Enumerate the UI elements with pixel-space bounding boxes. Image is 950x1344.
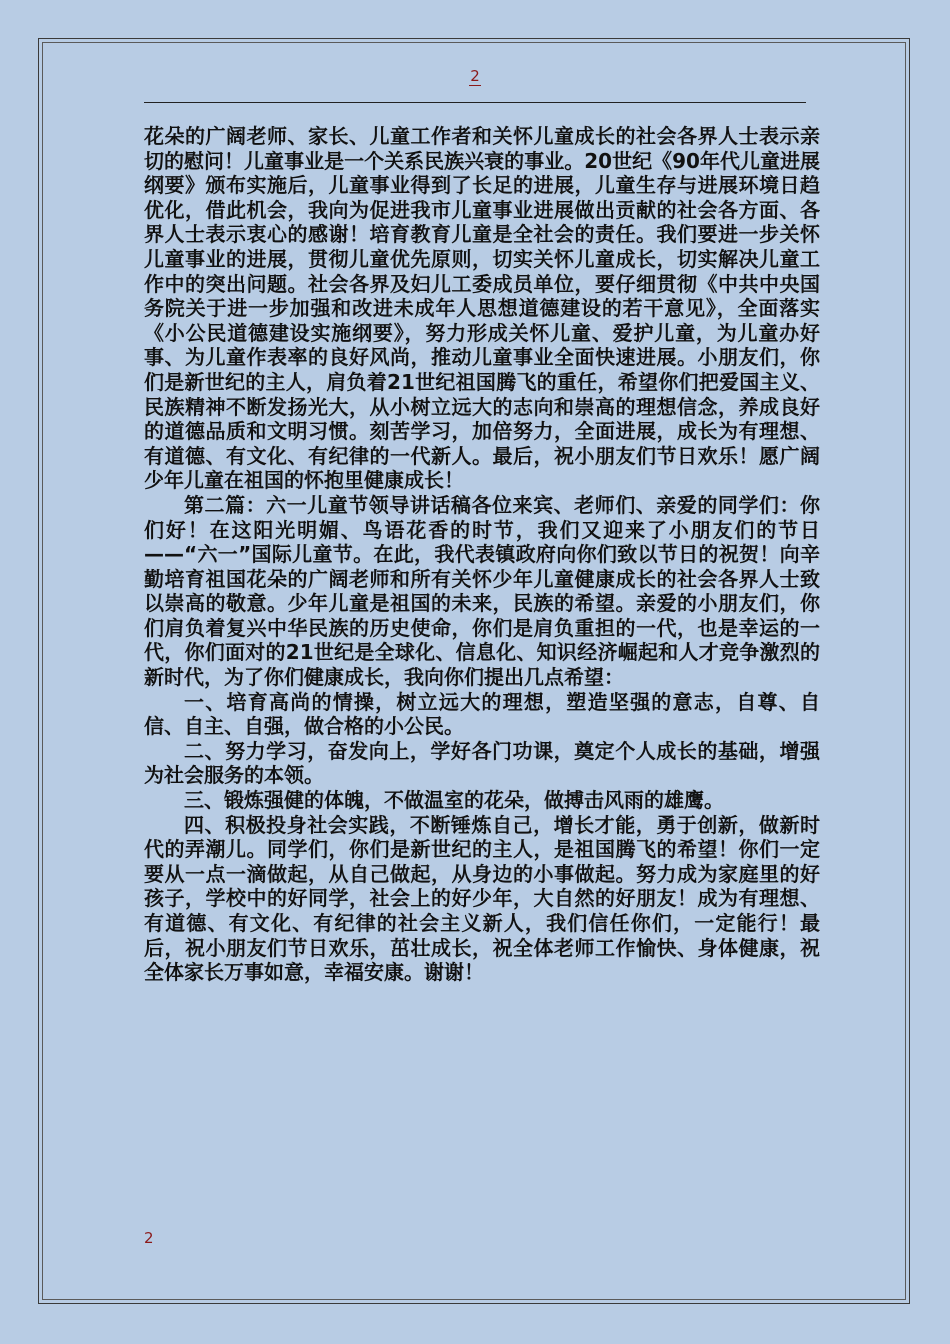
header-rule <box>144 102 806 103</box>
paragraph-5: 三、锻炼强健的体魄，不做温室的花朵，做搏击风雨的雄鹰。 <box>184 788 724 813</box>
paragraph-2: 第二篇：六一儿童节领导讲话稿各位来宾、老师们、亲爱的同学们：你们好！在这阳光明媚、鸟语花香的时节，我们又迎来了小朋友们的节日——“六一”国际儿童节。在此，我代表镇政府向你们致以节日的祝贺！向辛勤培育祖国花朵的广阔老师和所有关怀少年儿童健康成长的社会各界人士致以崇高的敬意。少年儿童是祖国的未来，民族的希望。亲爱的小朋友们，你们肩负着复兴中华民族的历史使命，你们是肩负重担的一代，也是幸运的一代，你们面对的21世纪是全球化、信息化、知识经济崛起和人才竞争激烈的新时代，为了你们健康成长，我向你们提出几点希望： <box>144 492 820 690</box>
footer-page-number: 2 <box>144 1229 154 1247</box>
paragraph-6: 四、积极投身社会实践，不断锤炼自己，增长才能，勇于创新，做新时代的弄潮儿。同学们，你们是新世纪的主人，是祖国腾飞的希望！你们一定要从一点一滴做起，从自己做起，从身边的小事做起。努力成为家庭里的好孩子，学校中的好同学，社会上的好少年，大自然的好朋友！成为有理想、有道德、有文化、有纪律的社会主义新人，我们信任你们，一定能行！最后，祝小朋友们节日欢乐，茁壮成长，祝全体老师工作愉快、身体健康，祝全体家长万事如意，幸福安康。谢谢！ <box>144 812 820 985</box>
paragraph-4: 二、努力学习，奋发向上，学好各门功课，奠定个人成长的基础，增强为社会服务的本领。 <box>144 738 820 788</box>
header-page-number-text: 2 <box>470 67 480 85</box>
header-page-number <box>0 66 950 86</box>
paragraph-1: 花朵的广阔老师、家长、儿童工作者和关怀儿童成长的社会各界人士表示亲切的慰问！儿童事业是一个关系民族兴衰的事业。20世纪《90年代儿童进展纲要》颁布实施后，儿童事业得到了长足的进展，儿童生存与进展环境日趋优化，借此机会，我向为促进我市儿童事业进展做出贡献的社会各方面、各界人士表示衷心的感谢！培育教育儿童是全社会的责任。我们要进一步关怀儿童事业的进展，贯彻儿童优先原则，切实关怀儿童成长，切实解决儿童工作中的突出问题。社会各界及妇儿工委成员单位，要仔细贯彻《中共中央国务院关于进一步加强和改进未成年人思想道德建设的若干意见》，全面落实《小公民道德建设实施纲要》，努力形成关怀儿童、爱护儿童，为儿童办好事、为儿童作表率的良好风尚，推动儿童事业全面快速进展。小朋友们，你们是新世纪的主人，肩负着21世纪祖国腾飞的重任，希望你们把爱国主义、民族精神不断发扬光大，从小树立远大的志向和崇高的理想信念，养成良好的道德品质和文明习惯。刻苦学习，加倍努力，全面进展，成长为有理想、有道德、有文化、有纪律的一代新人。最后，祝小朋友们节日欢乐！愿广阔少年儿童在祖国的怀抱里健康成长！ <box>144 124 820 493</box>
paragraph-3: 一、培育高尚的情操，树立远大的理想，塑造坚强的意志，自尊、自信、自主、自强，做合格的小公民。 <box>144 689 820 739</box>
document-body <box>144 124 820 985</box>
